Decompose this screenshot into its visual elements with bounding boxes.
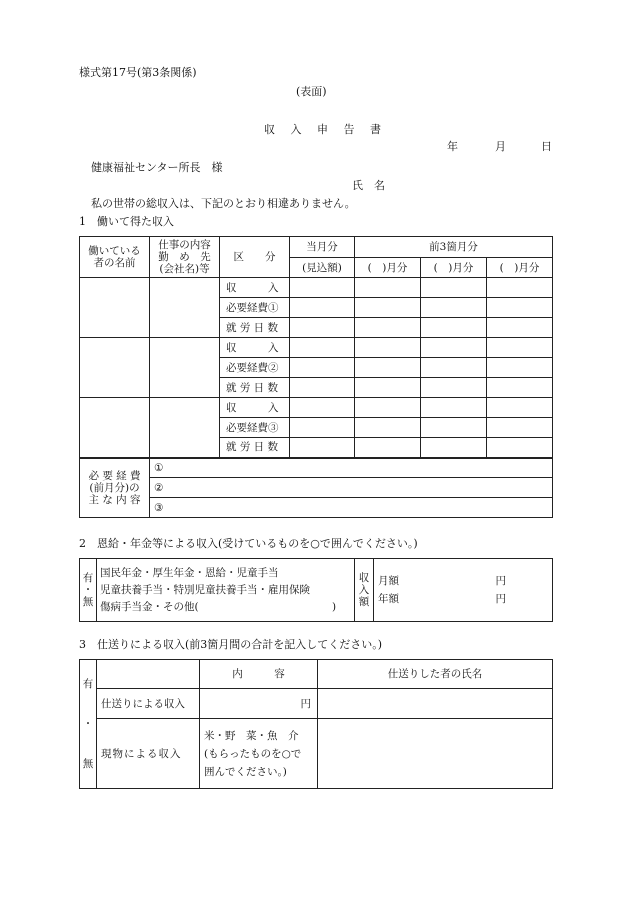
content-header: 内 容 (200, 660, 318, 689)
allowance-yes-no[interactable]: 有 ・ 無 (80, 660, 97, 789)
amount-label: 収 入 額 (355, 559, 374, 622)
goods-items[interactable]: 米・野 菜・魚 介 (もらったものを○で 囲んでください。) (200, 719, 318, 789)
expense-detail-line[interactable]: ② (150, 478, 553, 498)
worker-name-cell[interactable] (80, 398, 150, 458)
current-month-header: 当月分 (290, 237, 355, 258)
income-label: 収 入 (220, 398, 290, 418)
section2-heading: 2 恩給・年金等による収入(受けているものを○で囲んでください。) (79, 537, 418, 550)
name-label: 氏 名 (352, 179, 385, 192)
worker-name-cell[interactable] (80, 338, 150, 398)
expense-detail-line[interactable]: ① (150, 458, 553, 478)
yearly-label: 年額 (378, 593, 399, 605)
allowance-income-table (79, 659, 553, 789)
worker-name-cell[interactable] (80, 278, 150, 338)
job-cell[interactable] (150, 278, 220, 338)
goods-allowance-label: 現物による収入 (97, 719, 200, 789)
expense-detail-line[interactable]: ③ (150, 498, 553, 518)
pension-types[interactable]: 国民年金・厚生年金・恩給・児童手当 児童扶養手当・特別児童扶養手当・雇用保険 傷病手当金・その他( ) (97, 559, 355, 622)
job-header: 仕事の内容 勤 め 先 (会社名)等 (150, 237, 220, 278)
declaration: 私の世帯の総収入は、下記のとおり相違ありません。 (91, 197, 356, 210)
estimated-header: (見込額) (290, 258, 355, 278)
category-header: 区 分 (220, 237, 290, 278)
work-income-table (79, 236, 553, 518)
work-days-label: 就 労 日 数 (220, 318, 290, 338)
current-income-cell[interactable] (290, 278, 355, 298)
form-side: (表面) (296, 85, 327, 98)
cash-amount-cell[interactable]: 円 (200, 689, 318, 719)
month-header-2: ( )月分 (421, 258, 487, 278)
worker-name-header: 働いている 者の名前 (80, 237, 150, 278)
expense-detail-label: 必 要 経 費 (前月分)の 主 な 内 容 (80, 458, 150, 518)
job-cell[interactable] (150, 398, 220, 458)
work-days-label: 就 労 日 数 (220, 438, 290, 458)
yen-label: 円 (495, 593, 506, 605)
monthly-label: 月額 (378, 575, 399, 587)
close-paren: ) (332, 600, 337, 613)
addressee: 健康福祉センター所長 様 (91, 161, 223, 174)
cash-sender-cell[interactable] (318, 689, 553, 719)
pension-income-table (79, 558, 553, 622)
date-day-label: 日 (541, 140, 552, 153)
expense-label: 必要経費② (220, 358, 290, 378)
pension-yes-no[interactable]: 有 ・ 無 (80, 559, 97, 622)
date-year-label: 年 (447, 140, 458, 153)
month-header-1: ( )月分 (355, 258, 421, 278)
prev-3-months-header: 前3箇月分 (355, 237, 553, 258)
yen-label: 円 (495, 575, 506, 587)
income-label: 収 入 (220, 278, 290, 298)
expense-label: 必要経費① (220, 298, 290, 318)
goods-sender-cell[interactable] (318, 719, 553, 789)
pension-amounts[interactable] (374, 559, 553, 622)
expense-label: 必要経費③ (220, 418, 290, 438)
sender-name-header: 仕送りした者の氏名 (318, 660, 553, 689)
form-number: 様式第17号(第3条関係) (79, 66, 197, 79)
job-cell[interactable] (150, 338, 220, 398)
section3-heading: 3 仕送りによる収入(前3箇月間の合計を記入してください。) (79, 638, 383, 651)
document-title: 収 入 申 告 書 (264, 123, 387, 136)
cash-allowance-label: 仕送りによる収入 (97, 689, 200, 719)
section1-heading: 1 働いて得た収入 (79, 215, 174, 228)
date-month-label: 月 (495, 140, 506, 153)
income-label: 収 入 (220, 338, 290, 358)
work-days-label: 就 労 日 数 (220, 378, 290, 398)
month-header-3: ( )月分 (487, 258, 553, 278)
